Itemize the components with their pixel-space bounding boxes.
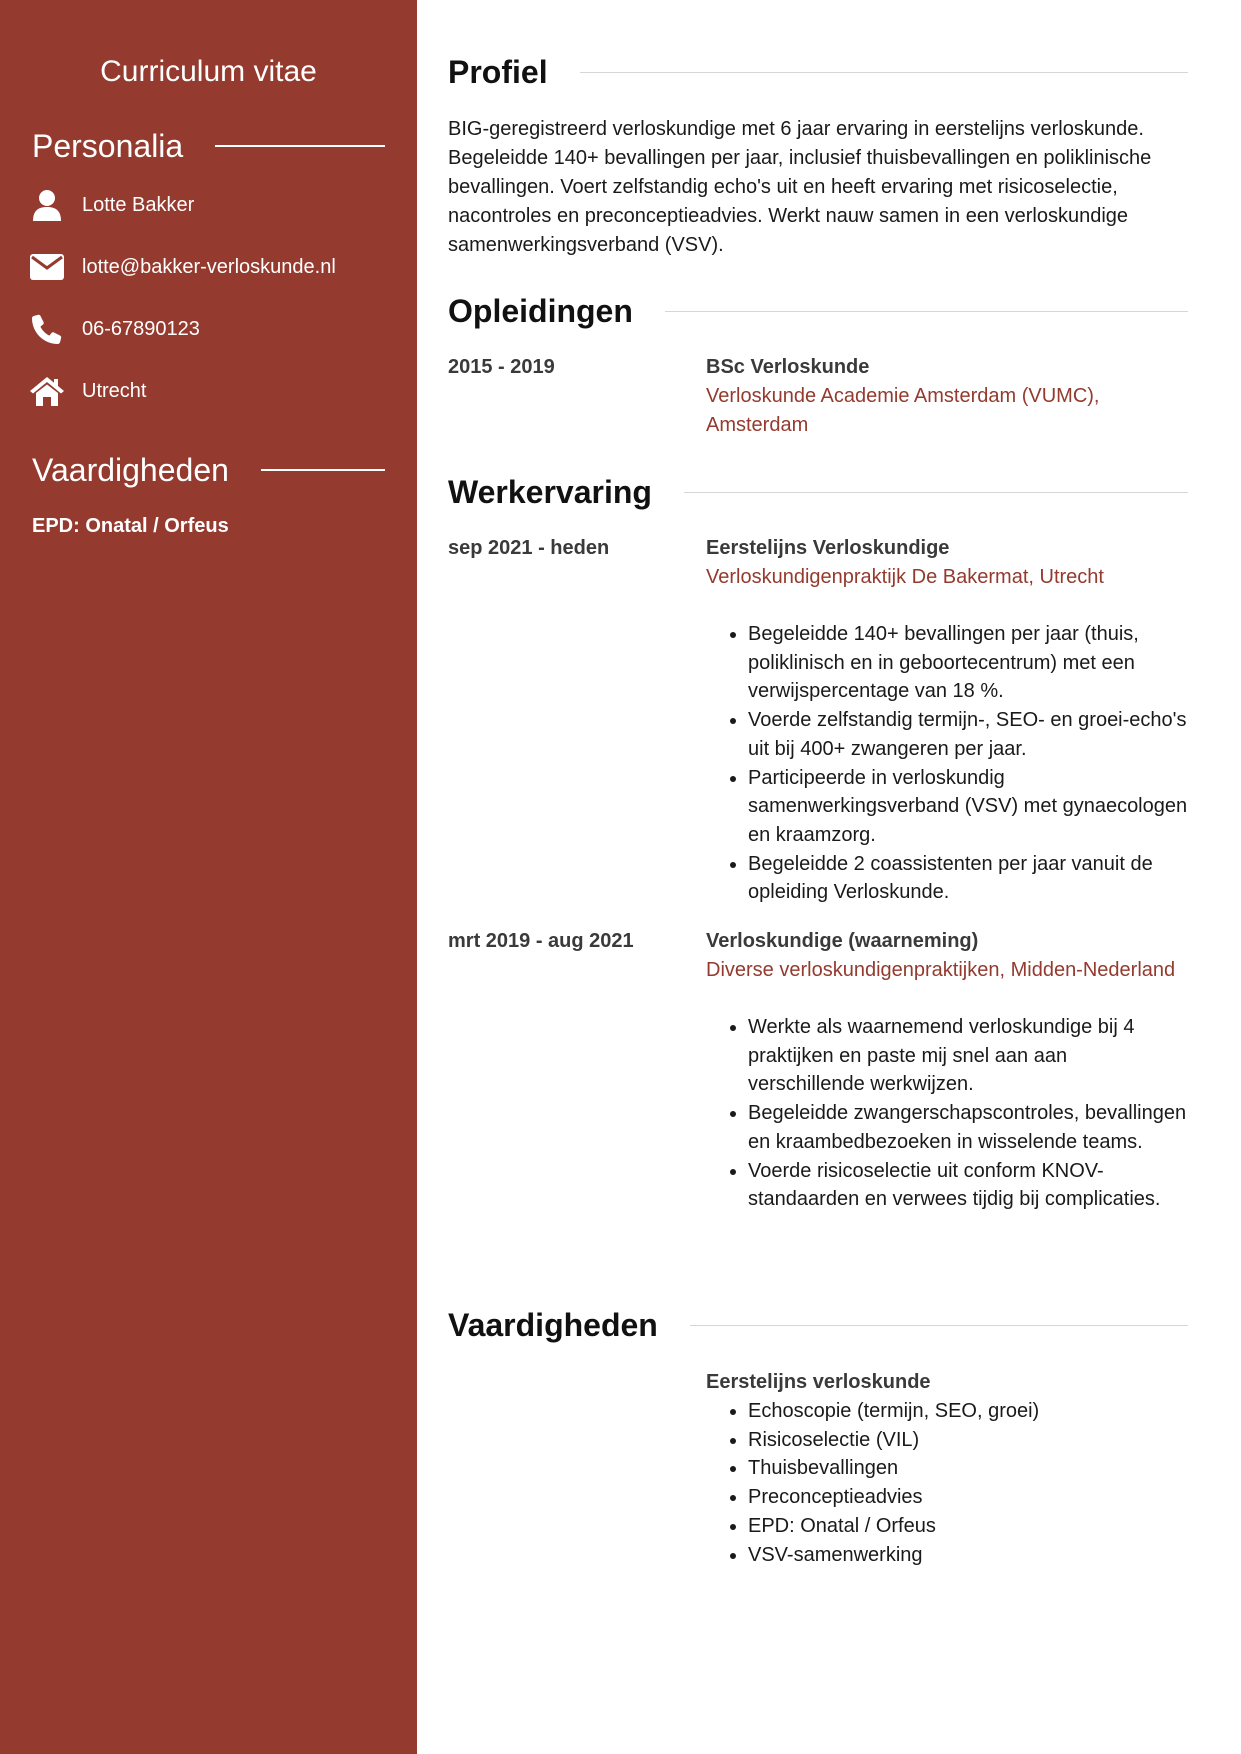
education-institution: Verloskunde Academie Amsterdam (VUMC), Amsterdam xyxy=(706,385,1100,436)
experience-bullet: • Begeleidde 2 coassistenten per jaar vanuit de opleiding Verloskunde. xyxy=(748,850,1188,907)
person-icon xyxy=(30,188,64,222)
profile-heading: Profiel xyxy=(448,54,548,90)
experience-date: mrt 2019 - aug 2021 xyxy=(448,930,634,952)
profile-divider xyxy=(580,72,1188,73)
skill-item: • Echoscopie (termijn, SEO, groei) xyxy=(748,1397,1188,1426)
skills-section-heading xyxy=(448,1305,1188,1345)
sidebar-skills-heading-label: Vaardigheden xyxy=(32,452,229,488)
contact-city-row xyxy=(30,374,146,408)
home-icon xyxy=(30,374,64,408)
contact-city: Utrecht xyxy=(82,379,147,402)
experience-bullet: • Voerde zelfstandig termijn-, SEO- en groei-echo's uit bij 400+ zwangeren per jaar. xyxy=(748,706,1188,763)
skill-item: • Risicoselectie (VIL) xyxy=(748,1426,1188,1455)
experience-date: sep 2021 - heden xyxy=(448,537,610,559)
skill-item: • VSV-samenwerking xyxy=(748,1541,1188,1570)
experience-employer: Verloskundigenpraktijk De Bakermat, Utrecht xyxy=(706,566,1104,588)
sidebar xyxy=(0,0,417,1754)
experience-heading: Werkervaring xyxy=(448,474,652,510)
education-heading: Opleidingen xyxy=(448,293,633,329)
experience-bullet: • Werkte als waarnemend verloskundige bij 4 praktijken en paste mij snel aan aan verschillende werkwijzen. xyxy=(748,1013,1188,1099)
phone-icon xyxy=(30,312,64,346)
contact-phone[interactable]: 06-67890123 xyxy=(82,317,200,340)
skill-item: • EPD: Onatal / Orfeus xyxy=(748,1512,1188,1541)
skills-divider xyxy=(690,1325,1188,1326)
contact-name: Lotte Bakker xyxy=(82,193,195,216)
skill-item: • Thuisbevallingen xyxy=(748,1454,1188,1483)
education-body xyxy=(706,353,1188,440)
skills-heading: Vaardigheden xyxy=(448,1307,658,1343)
experience-bullets xyxy=(706,620,1188,907)
experience-section-heading xyxy=(448,472,1188,512)
contact-phone-row xyxy=(30,312,200,346)
experience-bullet: • Begeleidde 140+ bevallingen per jaar (thuis, poliklinisch en in geboortecentrum) met een verwijspercentage van 18 %. xyxy=(748,620,1188,706)
contact-email[interactable]: lotte@bakker-verloskunde.nl xyxy=(82,255,336,278)
contact-name-row xyxy=(30,188,194,222)
experience-body xyxy=(706,534,1188,907)
education-date: 2015 - 2019 xyxy=(448,356,555,378)
education-title: BSc Verloskunde xyxy=(706,356,870,378)
skill-item: • Preconceptieadvies xyxy=(748,1483,1188,1512)
experience-bullet: • Begeleidde zwangerschapscontroles, bevallingen en kraambedbezoeken in wisselende teams. xyxy=(748,1099,1188,1156)
education-divider xyxy=(665,311,1188,312)
skills-group-title: Eerstelijns verloskunde xyxy=(706,1371,931,1393)
personalia-heading xyxy=(32,126,385,166)
envelope-icon xyxy=(30,250,64,284)
experience-divider xyxy=(684,492,1188,493)
experience-title: Eerstelijns Verloskundige xyxy=(706,537,950,559)
experience-bullet: • Voerde risicoselectie uit conform KNOV-standaarden en verwees tijdig bij complicaties. xyxy=(748,1157,1188,1214)
skills-group xyxy=(706,1368,1188,1569)
profile-section-heading xyxy=(448,52,1188,92)
sidebar-skill-item: EPD: Onatal / Orfeus xyxy=(32,515,229,537)
sidebar-skills-heading xyxy=(32,450,385,490)
personalia-heading-label: Personalia xyxy=(32,128,184,164)
sidebar-skills-divider xyxy=(261,469,385,471)
experience-bullet: • Participeerde in verloskundig samenwerkingsverband (VSV) met gynaecologen en kraamzorg. xyxy=(748,764,1188,850)
experience-bullets xyxy=(706,1013,1188,1214)
experience-employer: Diverse verloskundigenpraktijken, Midden-Nederland xyxy=(706,959,1176,981)
education-section-heading xyxy=(448,291,1188,331)
experience-title: Verloskundige (waarneming) xyxy=(706,930,979,952)
cv-title: Curriculum vitae xyxy=(100,55,317,88)
skills-list xyxy=(706,1397,1188,1569)
contact-email-row xyxy=(30,250,336,284)
profile-text: BIG-geregistreerd verloskundige met 6 jaar ervaring in eerstelijns verloskunde. Begeleidde 140+ bevallingen per jaar, inclusief thuisbevallingen en poliklinische bevallingen. Voert zelfstandig echo's uit en heeft ervaring met risicoselectie, nacontroles en preconceptieadvies. Werkt nauw samen in een verloskundige samenwerkingsverband (VSV). xyxy=(448,118,1152,256)
personalia-divider xyxy=(215,145,385,147)
experience-body xyxy=(706,927,1188,1214)
